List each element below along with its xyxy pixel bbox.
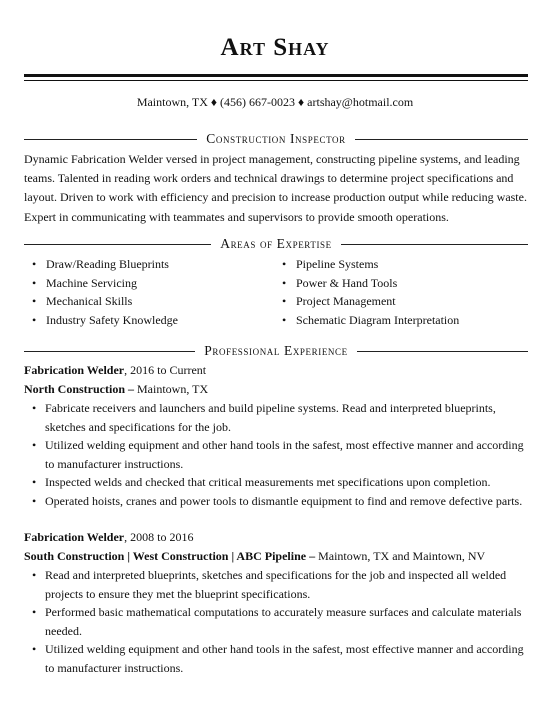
header-rule-thick [24,74,528,77]
job-bullets [24,399,528,510]
job-bullet: • Inspected welds and checked that critical measurements met specifications upon completion. [24,473,528,492]
company-line [24,547,528,566]
job-role: Fabrication Welder [24,363,125,377]
divider-line [24,351,195,352]
job-entry-2 [24,528,528,677]
divider-line [24,139,197,140]
expertise-item: • Schematic Diagram Interpretation [280,311,459,330]
job-bullet: • Fabricate receivers and launchers and build pipeline systems. Read and interpreted blueprints, sketches and specifications for the job. [24,399,528,436]
job-bullet: • Operated hoists, cranes and power tools to dismantle equipment to find and remove defective parts. [24,492,528,511]
expertise-item: • Project Management [280,292,459,311]
section-title: Professional Experience [204,343,348,358]
job-title-line [24,361,528,380]
job-bullet: • Performed basic mathematical computations to accurately measure surfaces and calculate materials needed. [24,603,528,640]
job-dates: , 2008 to 2016 [124,530,194,544]
company-location: Maintown, TX and Maintown, NV [315,549,486,563]
job-bullets [24,566,528,677]
expertise-item: • Industry Safety Knowledge [30,311,178,330]
expertise-column-left [30,255,178,330]
expertise-item: • Power & Hand Tools [280,274,459,293]
expertise-item: • Pipeline Systems [280,255,459,274]
job-bullet: • Utilized welding equipment and other hand tools in the safest, most effective manner and according to manufacturer instructions. [24,640,528,677]
company-name: North Construction – [24,382,134,396]
header-rule-thin [24,80,528,81]
company-name: South Construction | West Construction | ABC Pipeline – [24,549,316,563]
expertise-item: • Machine Servicing [30,274,178,293]
section-header-expertise [24,236,528,252]
section-header-objective [24,131,528,147]
expertise-column-right [280,255,459,330]
divider-line [24,244,211,245]
job-entry-1 [24,361,528,510]
expertise-item: • Mechanical Skills [30,292,178,311]
section-title: Areas of Expertise [220,236,332,251]
job-role: Fabrication Welder [24,530,125,544]
section-header-experience [24,343,528,359]
summary-paragraph: Dynamic Fabrication Welder versed in project management, constructing pipeline systems, and leading teams. Talented in reading work orders and technical drawings to determine project specifications and layout. Driven to work with efficiency and precision to increase production output while reducing waste. Expert in communicating with teammates and supervisors to provide smooth operations. [24,152,527,224]
company-line [24,380,528,399]
company-location: Maintown, TX [134,382,209,396]
divider-line [341,244,528,245]
job-title-line [24,528,528,547]
expertise-item: • Draw/Reading Blueprints [30,255,178,274]
divider-line [357,351,528,352]
candidate-name: Art Shay [220,34,330,61]
contact-info: Maintown, TX ♦ (456) 667-0023 ♦ artshay@hotmail.com [136,95,414,109]
section-title: Construction Inspector [206,131,346,146]
divider-line [355,139,528,140]
job-bullet: • Read and interpreted blueprints, sketches and specifications for the job and inspected all welded projects to ensure they met the blueprint specifications. [24,566,528,603]
job-dates: , 2016 to Current [124,363,207,377]
job-bullet: • Utilized welding equipment and other hand tools in the safest, most effective manner and according to manufacturer instructions. [24,436,528,473]
